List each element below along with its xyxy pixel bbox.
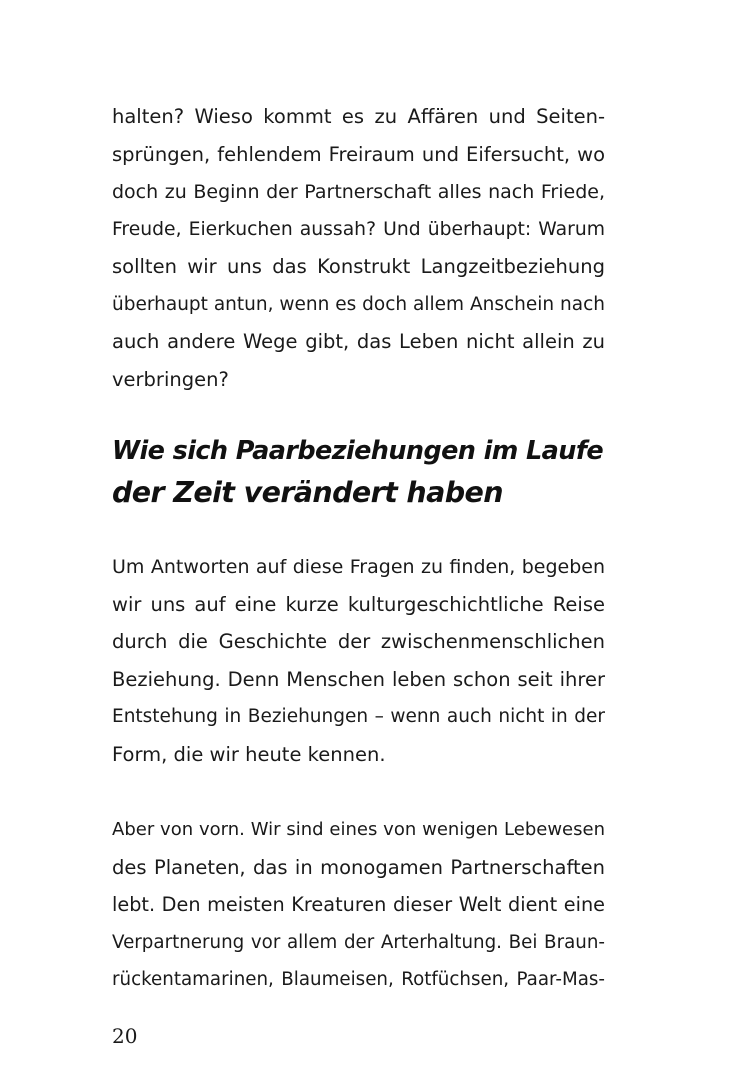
text-line: rückentamarinen, Blaumeisen, Rotfüchsen, Paar-Mas- [112, 969, 605, 990]
text-line: doch zu Beginn der Partnerschaft alles nach Friede, [112, 181, 605, 203]
text-line: Verpartnerung vor allem der Arterhaltung. Bei Braun- [112, 932, 605, 953]
text-line: halten? Wieso kommt es zu Affären und Seiten- [112, 105, 605, 128]
text-line: Freude, Eierkuchen aussah? Und überhaupt: Warum [112, 219, 605, 240]
text-line: auch andere Wege gibt, das Leben nicht allein zu [112, 330, 605, 353]
text-line: Aber von vorn. Wir sind eines von wenigen Lebewesen [112, 819, 605, 840]
text-line: wir uns auf eine kurze kulturgeschichtliche Reise [112, 593, 605, 616]
heading-line: Wie sich Paarbeziehungen im Laufe [112, 436, 604, 466]
text-line: sprüngen, fehlendem Freiraum und Eifersucht, wo [112, 143, 605, 166]
text-line: lebt. Den meisten Kreaturen dieser Welt dient eine [112, 893, 605, 916]
text-line: des Planeten, das in monogamen Partnerschaften [112, 856, 605, 879]
text-line: überhaupt antun, wenn es doch allem Anschein nach [112, 294, 605, 315]
text-line: Beziehung. Denn Menschen leben schon seit ihrer [112, 668, 605, 691]
text-line: verbringen? [112, 368, 229, 391]
text-line: durch die Geschichte der zwischenmenschlichen [112, 630, 605, 653]
text-line: sollten wir uns das Konstrukt Langzeitbeziehung [112, 255, 605, 278]
text-line: Um Antworten auf diese Fragen zu finden, begeben [112, 556, 605, 578]
text-line: Entstehung in Beziehungen – wenn auch nicht in der [112, 706, 605, 727]
heading-line: der Zeit verändert haben [112, 476, 503, 509]
text-line: Form, die wir heute kennen. [112, 743, 386, 766]
page-number: 20 [112, 1024, 138, 1048]
